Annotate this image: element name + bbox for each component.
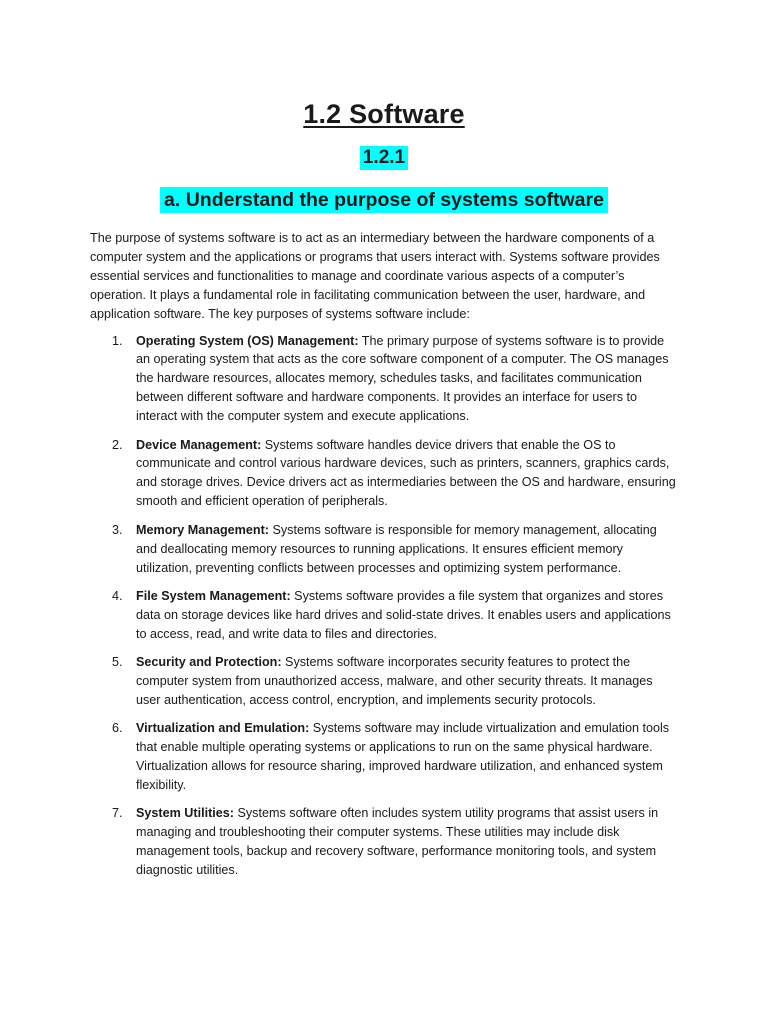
list-item — [90, 332, 678, 427]
section-heading-container — [90, 187, 678, 215]
list-item — [90, 719, 678, 795]
list-item-term: File System Management: — [136, 588, 291, 603]
section-number: 1.2.1 — [360, 146, 408, 170]
page-title: 1.2 Software — [303, 99, 465, 129]
list-item-text: Systems software handles device drivers that enable the OS to communicate and control various hardware devices, such as printers, scanners, graphics cards, and storage drives. Device drivers act as intermediaries between the OS and hardware, ensuring smooth and efficient operation of peripherals. — [136, 437, 676, 509]
list-item-number: 2. — [112, 437, 123, 452]
intro-paragraph: The purpose of systems software is to act as an intermediary between the hardware components of a computer system and the applications or programs that users interact with. Systems software provides essential services and functionalities to manage and coordinate various aspects of a computer’s operation. It plays a fundamental role in facilitating communication between the user, hardware, and application software. The key purposes of systems software include: — [90, 231, 660, 321]
list-item-term: Memory Management: — [136, 522, 269, 537]
list-item-number: 1. — [112, 333, 123, 348]
list-item-number: 6. — [112, 721, 123, 736]
list-item-term: Security and Protection: — [136, 655, 282, 670]
list-item-text: Systems software provides a file system that organizes and stores data on storage devices like hard drives and solid-state drives. It enables users and applications to access, read, and write data to files and directories. — [136, 588, 671, 641]
list-item — [90, 436, 678, 512]
list-item-number: 3. — [112, 522, 123, 537]
list-item-text: The primary purpose of systems software is to provide an operating system that acts as the core software component of a computer. The OS manages the hardware resources, allocates memory, schedules tasks, and facilitates communication between different software and hardware components. It provides an interface for users to interact with the computer system and execute applications. — [136, 333, 669, 424]
purposes-list — [90, 332, 678, 881]
list-item — [90, 587, 678, 644]
list-item-text: Systems software may include virtualization and emulation tools that enable multiple operating systems or applications to run on the same physical hardware. Virtualization allows for resource sharing, improved hardware utilization, and enhanced system flexibility. — [136, 721, 670, 793]
list-item-text: Systems software is responsible for memory management, allocating and deallocating memory resources to running applications. It ensures efficient memory utilization, preventing conflicts between processes and optimizing system performance. — [136, 522, 657, 575]
list-item-number: 4. — [112, 588, 123, 603]
section-number-container — [90, 146, 678, 171]
list-item — [90, 804, 678, 880]
list-item-term: System Utilities: — [136, 806, 234, 821]
list-item-term: Virtualization and Emulation: — [136, 721, 310, 736]
list-item-term: Operating System (OS) Management: — [136, 333, 359, 348]
list-item-text: Systems software often includes system utility programs that assist users in managing and troubleshooting their computer systems. These utilities may include disk management tools, backup and recovery software, performance monitoring tools, and system diagnostic utilities. — [136, 806, 659, 878]
list-item-number: 7. — [112, 806, 123, 821]
list-item-number: 5. — [112, 655, 123, 670]
list-item — [90, 521, 678, 578]
section-heading: a. Understand the purpose of systems software — [160, 187, 608, 213]
list-item-text: Systems software incorporates security features to protect the computer system from unauthorized access, malware, and other security threats. It manages user authentication, access control, encryption, and implements security protocols. — [136, 655, 653, 707]
list-item-term: Device Management: — [136, 437, 262, 452]
list-item — [90, 653, 678, 710]
